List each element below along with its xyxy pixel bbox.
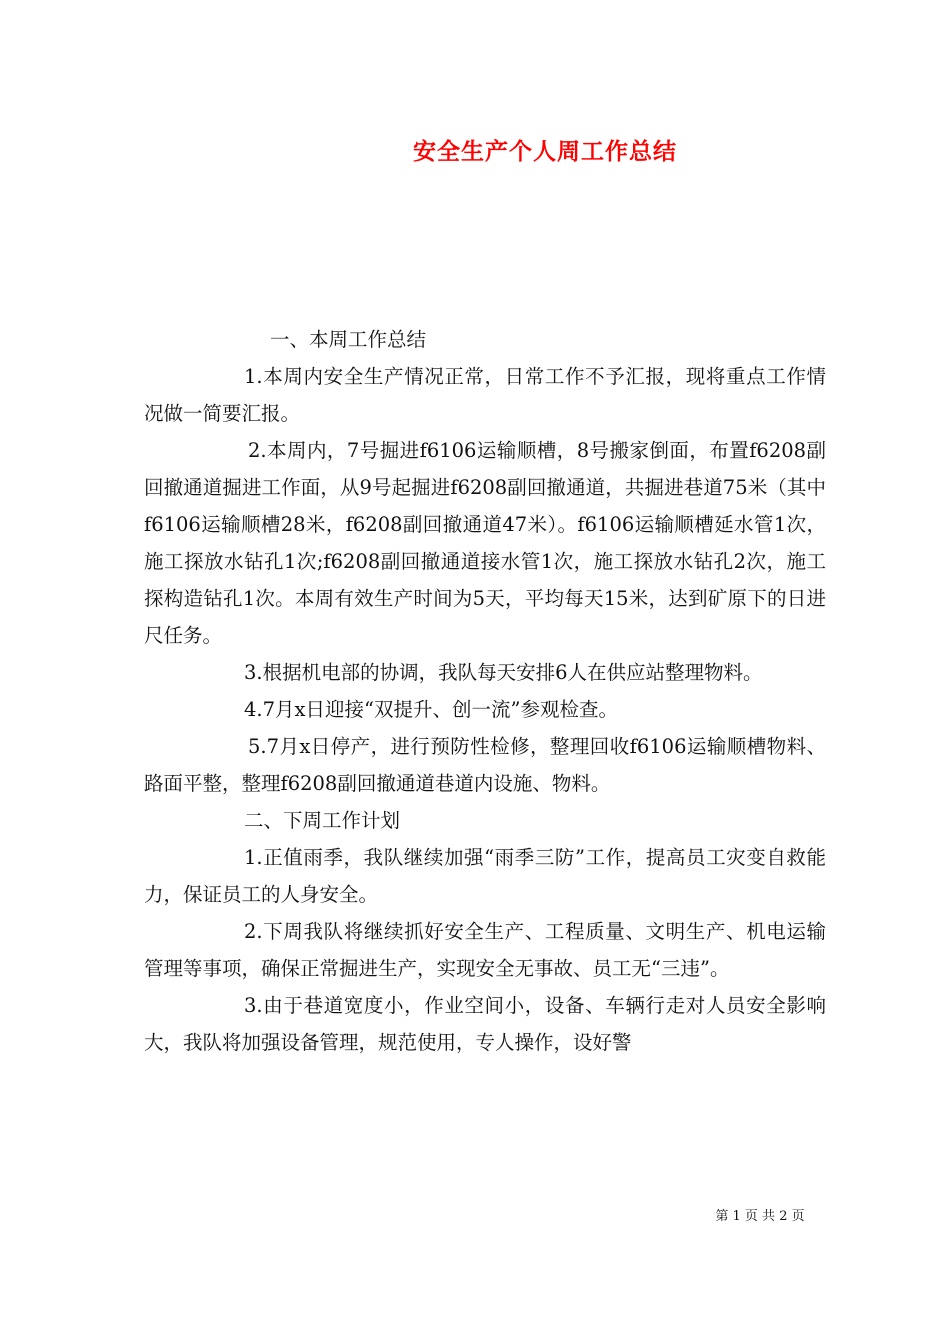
plan-item-2: 2.下周我队将继续抓好安全生产、工程质量、文明生产、机电运输管理等事项，确保正常掘进生产，实现安全无事故、员工无“三违”。 — [144, 920, 826, 980]
plan-item-1: 1.正值雨季，我队继续加强“雨季三防”工作，提高员工灾变自救能力，保证员工的人身安全。 — [144, 846, 826, 906]
section-heading-next-week: 二、下周工作计划 — [244, 809, 401, 832]
plan-item-3: 3.由于巷道宽度小，作业空间小，设备、车辆行走对人员安全影响大，我队将加强设备管理，规范使用，专人操作，设好警 — [144, 994, 826, 1054]
paragraph-item-5: 5.7月x日停产，进行预防性检修，整理回收f6106运输顺槽物料、路面平整，整理f6208副回撤通道巷道内设施、物料。 — [144, 735, 826, 795]
paragraph-item-3: 3.根据机电部的协调，我队每天安排6人在供应站整理物料。 — [244, 661, 763, 684]
paragraph-item-2: 2.本周内，7号掘进f6106运输顺槽，8号搬家倒面，布置f6208副回撤通道掘进工作面，从9号起掘进f6208副回撤通道，共掘进巷道75米（其中f6106运输顺槽28米，f6208副回撤通道47米）。f6106运输顺槽延水管1次，施工探放水钻孔1次;f6208副回撤通道接水管1次，施工探放水钻孔2次，施工探构造钻孔1次。本周有效生产时间为5天，平均每天15米，达到矿原下的日进尺任务。 — [144, 439, 826, 647]
section-heading-this-week: 一、本周工作总结 — [270, 328, 427, 351]
paragraph-item-1: 1.本周内安全生产情况正常，日常工作不予汇报，现将重点工作情况做一简要汇报。 — [144, 365, 826, 425]
paragraph-item-4: 4.7月x日迎接“双提升、创一流”参观检查。 — [244, 698, 618, 721]
page-footer: 第 1 页 共 2 页 — [715, 1209, 805, 1224]
document-body — [144, 321, 826, 1061]
document-title: 安全生产个人周工作总结 — [413, 138, 677, 165]
